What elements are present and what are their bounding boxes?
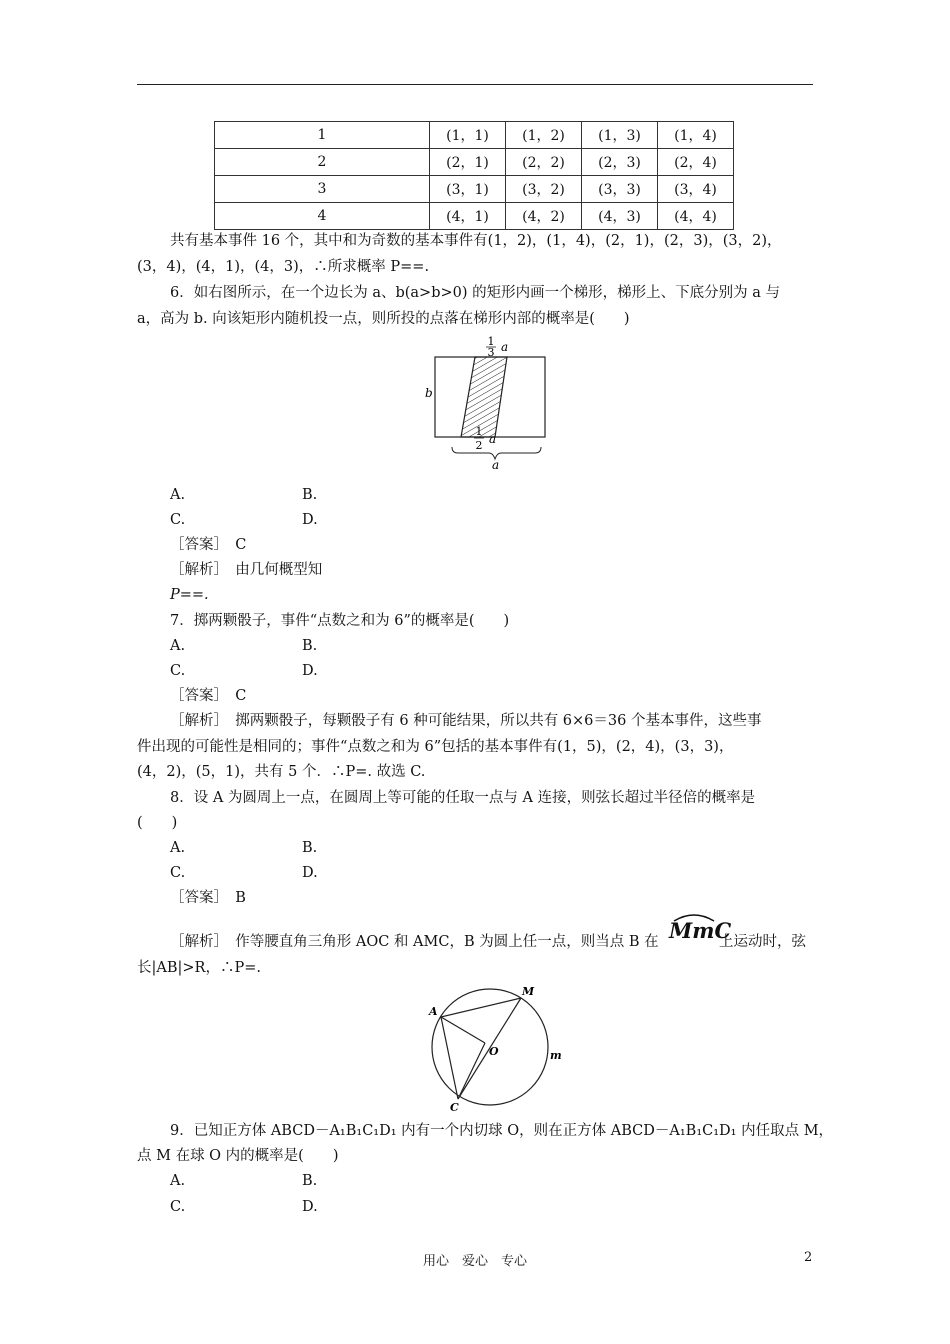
q8-option-a: A. [170,840,186,856]
arc-label: MmC [669,918,732,943]
brace-label: a [492,458,500,472]
table-cell: (2，4) [658,149,734,176]
table-cell: (1，1) [430,122,506,149]
header-rule [137,84,813,85]
top-frac-num: 1 [487,335,495,348]
q9-option-c: C. [170,1199,186,1215]
point-m: m [550,1049,562,1062]
table-cell: (4，4) [658,203,734,230]
q8-analysis: ［解析］ 作等腰直角三角形 AOC 和 AMC，B 为圆上任一点，则当点 B 在 [170,934,659,950]
circle-figure [420,985,560,1115]
point-C: C [450,1101,459,1114]
table-row [215,149,734,176]
q6-stem: 6．如右图所示，在一个边长为 a、b(a>b>0) 的矩形内画一个梯形，梯形上、下底分别为 a 与 [170,285,780,301]
row-label: 4 [215,203,430,230]
point-O: O [489,1045,499,1058]
q7-answer: ［答案］ C [170,688,247,704]
summary-line: (3，4)，(4，1)，(4，3)，∴所求概率 P==. [137,259,430,275]
table-cell: (3，1) [430,176,506,203]
q9-option-b: B. [302,1173,318,1189]
table-cell: (1，3) [582,122,658,149]
q6-option-d: D. [302,512,318,528]
table-cell: (2，2) [506,149,582,176]
q7-analysis: (4，2)，(5，1)，共有 5 个．∴P=. 故选 C. [137,764,426,780]
top-frac-den: 3 [487,346,495,359]
table-row [215,203,734,230]
q8-stem: 8．设 A 为圆周上一点，在圆周上等可能的任取一点与 A 连接，则弦长超过半径倍的概率是 [170,790,756,806]
q7-option-d: D. [302,663,318,679]
trapezoid [461,357,507,437]
q8-option-b: B. [302,840,318,856]
q8-analysis: 上运动时，弦 [719,934,806,950]
bot-frac-num: 1 [475,425,483,438]
q6-option-a: A. [170,487,186,503]
q7-analysis: 件出现的可能性是相同的；事件“点数之和为 6”包括的基本事件有(1，5)，(2，4)，(3，3)， [137,739,734,755]
q8-answer: ［答案］ B [170,890,246,906]
q9-option-d: D. [302,1199,318,1215]
table-cell: (3，2) [506,176,582,203]
row-label: 3 [215,176,430,203]
q7-option-a: A. [170,638,186,654]
table-cell: (4，2) [506,203,582,230]
q6-stem: a，高为 b. 向该矩形内随机投一点，则所投的点落在梯形内部的概率是( ) [137,311,630,327]
bot-frac-den: 2 [475,439,483,452]
row-label: 1 [215,122,430,149]
q6-option-b: B. [302,487,318,503]
q8-option-d: D. [302,865,318,881]
table-row [215,122,734,149]
q7-option-b: B. [302,638,318,654]
q8-stem: ( ) [137,815,178,831]
table-cell: (2，1) [430,149,506,176]
q6-option-c: C. [170,512,186,528]
point-A: A [429,1005,438,1018]
q7-stem: 7．掷两颗骰子，事件“点数之和为 6”的概率是( ) [170,613,510,629]
q6-answer: ［答案］ C [170,537,247,553]
q9-option-a: A. [170,1173,186,1189]
bot-frac-var: a [489,432,497,446]
trapezoid-figure [425,335,555,485]
table-row [215,176,734,203]
q6-analysis-formula: P==. [170,587,209,603]
page-number: 2 [804,1250,813,1265]
outcome-table [214,121,734,230]
side-label: b [425,386,433,400]
table-cell: (3，3) [582,176,658,203]
q9-stem: 9．已知正方体 ABCD－A₁B₁C₁D₁ 内有一个内切球 O，则在正方体 ABCD－A₁B₁C₁D₁ 内任取点 M， [170,1123,834,1139]
q8-option-c: C. [170,865,186,881]
q9-stem: 点 M 在球 O 内的概率是( ) [137,1148,339,1164]
row-label: 2 [215,149,430,176]
table-cell: (1，4) [658,122,734,149]
q8-analysis: 长|AB|>R，∴P=. [137,960,261,976]
q6-analysis: ［解析］ 由几何概型知 [170,562,323,578]
point-M: M [522,985,535,998]
q7-analysis: ［解析］ 掷两颗骰子，每颗骰子有 6 种可能结果，所以共有 6×6＝36 个基本事件，这些事 [170,713,762,729]
table-cell: (4，3) [582,203,658,230]
summary-line: 共有基本事件 16 个，其中和为奇数的基本事件有(1，2)，(1，4)，(2，1)，(2，3)，(3，2)， [170,233,782,249]
table-cell: (2，3) [582,149,658,176]
table-cell: (1，2) [506,122,582,149]
table-cell: (4，1) [430,203,506,230]
q7-option-c: C. [170,663,186,679]
page-footer: 用心 爱心 专心 [422,1254,527,1269]
table-cell: (3，4) [658,176,734,203]
top-frac-var: a [501,340,509,354]
